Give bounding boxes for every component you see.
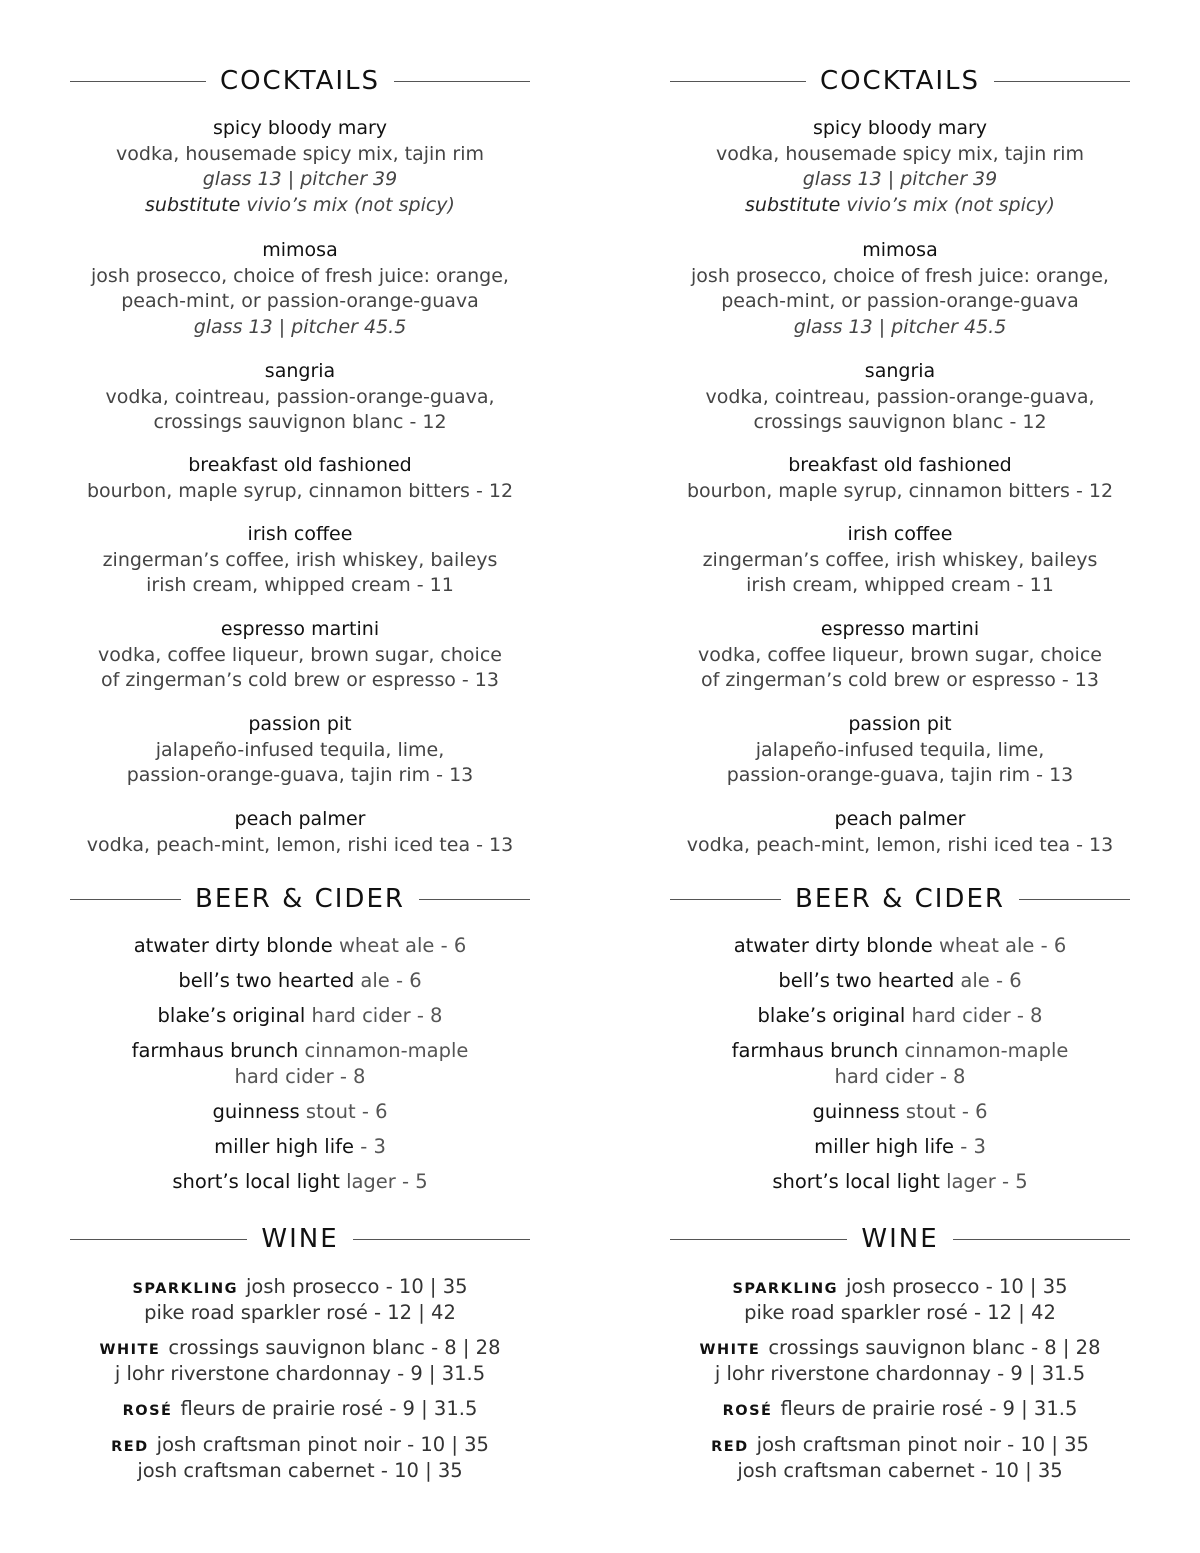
item-description: vodka, cointreau, passion-orange-guava, <box>705 385 1095 408</box>
beer-name: short’s local light <box>172 1169 340 1193</box>
beer-description: - 3 <box>960 1134 986 1158</box>
beer-item <box>670 1099 1130 1125</box>
beer-item <box>670 933 1130 959</box>
beer-description: stout - 6 <box>905 1099 988 1123</box>
beer-name: short’s local light <box>772 1169 940 1193</box>
wine-line <box>70 1335 530 1361</box>
wine-group-white <box>70 1335 530 1386</box>
wine-item: fleurs de prairie rosé - 9 | 31.5 <box>180 1397 478 1420</box>
section-title: WINE <box>261 1224 339 1254</box>
wine-group-red <box>670 1432 1130 1483</box>
divider <box>670 81 806 82</box>
section-title: COCKTAILS <box>819 66 981 96</box>
beer-description: stout - 6 <box>305 1099 388 1123</box>
beer-item <box>70 1099 530 1125</box>
beer-item <box>670 1038 1130 1089</box>
wine-line <box>670 1396 1130 1422</box>
divider <box>70 899 181 900</box>
beer-description: wheat ale - 6 <box>938 934 1067 957</box>
beer-name: atwater dirty blonde <box>733 934 933 957</box>
wine-group-red <box>70 1432 530 1483</box>
wine-category: SPARKLING <box>132 1281 238 1297</box>
substitute-text: vivio’s mix (not spicy) <box>246 193 455 216</box>
item-name: passion pit <box>248 713 352 735</box>
section-title: WINE <box>861 1224 939 1254</box>
beer-name: guinness <box>212 1099 300 1123</box>
item-description: of zingerman’s cold brew or espresso - 13 <box>701 669 1099 691</box>
beer-name: farmhaus brunch <box>131 1039 299 1062</box>
item-name: irish coffee <box>247 523 353 545</box>
wine-group-rose <box>70 1396 530 1422</box>
menu-item <box>70 807 530 858</box>
section-title: COCKTAILS <box>219 66 381 96</box>
wine-item: josh craftsman pinot noir - 10 | 35 <box>756 1433 1089 1456</box>
item-description: passion-orange-guava, tajin rim - 13 <box>126 764 474 786</box>
item-description: vodka, coffee liqueur, brown sugar, choice <box>698 643 1102 666</box>
item-name: peach palmer <box>234 808 366 830</box>
item-description: irish cream, whipped cream - 11 <box>146 574 454 596</box>
beer-name: blake’s original <box>157 1004 306 1027</box>
item-description: josh prosecco, choice of fresh juice: orange, <box>691 264 1109 287</box>
menu-item <box>70 453 530 504</box>
wine-item: fleurs de prairie rosé - 9 | 31.5 <box>780 1397 1078 1420</box>
divider <box>994 81 1130 82</box>
divider <box>419 899 530 900</box>
beer-list <box>670 933 1130 1204</box>
beer-description: hard cider - 8 <box>911 1004 1043 1027</box>
item-description: vodka, cointreau, passion-orange-guava, <box>105 385 495 408</box>
menu-item <box>670 116 1130 218</box>
beer-item <box>70 1169 530 1195</box>
wine-line <box>670 1432 1130 1458</box>
item-name: irish coffee <box>847 523 953 545</box>
cocktails-header <box>70 66 530 96</box>
wine-category: SPARKLING <box>732 1281 838 1297</box>
beer-item <box>670 1003 1130 1029</box>
menu-item <box>670 238 1130 340</box>
substitute-text: vivio’s mix (not spicy) <box>846 193 1055 216</box>
beer-item <box>670 968 1130 994</box>
item-description: vodka, housemade spicy mix, tajin rim <box>716 142 1084 165</box>
item-price: glass 13 | pitcher 45.5 <box>793 315 1007 338</box>
wine-item: pike road sparkler rosé - 12 | 42 <box>144 1300 456 1324</box>
substitute-label: substitute <box>745 193 841 216</box>
beer-description: hard cider - 8 <box>834 1064 966 1088</box>
menu-item <box>70 359 530 436</box>
wine-line <box>70 1432 530 1458</box>
item-substitute <box>70 193 530 219</box>
item-name: espresso martini <box>820 618 980 640</box>
wine-item: josh prosecco - 10 | 35 <box>246 1275 468 1298</box>
item-description: vodka, peach-mint, lemon, rishi iced tea - 13 <box>686 833 1114 856</box>
beer-item <box>70 1003 530 1029</box>
item-description: vodka, coffee liqueur, brown sugar, choice <box>98 643 502 666</box>
beer-name: miller high life <box>214 1134 354 1158</box>
beer-name: bell’s two hearted <box>778 969 955 992</box>
item-price: glass 13 | pitcher 39 <box>802 168 998 190</box>
menu-item <box>70 522 530 599</box>
wine-line <box>670 1335 1130 1361</box>
substitute-label: substitute <box>145 193 241 216</box>
wine-item: josh craftsman cabernet - 10 | 35 <box>737 1458 1063 1482</box>
beer-description: wheat ale - 6 <box>338 934 467 957</box>
item-description: crossings sauvignon blanc - 12 <box>153 411 447 433</box>
item-description: peach-mint, or passion-orange-guava <box>721 290 1079 312</box>
wine-category: ROSÉ <box>722 1403 773 1419</box>
item-name: sangria <box>864 360 936 382</box>
wine-header <box>70 1224 530 1254</box>
item-description: jalapeño-infused tequila, lime, <box>755 738 1045 761</box>
wine-item: josh craftsman cabernet - 10 | 35 <box>137 1458 463 1482</box>
item-description: bourbon, maple syrup, cinnamon bitters - 12 <box>86 479 514 502</box>
beer-description: - 3 <box>360 1134 386 1158</box>
item-substitute <box>670 193 1130 219</box>
menu-item <box>670 453 1130 504</box>
item-name: spicy bloody mary <box>812 117 988 139</box>
item-description: jalapeño-infused tequila, lime, <box>155 738 445 761</box>
item-description: vodka, housemade spicy mix, tajin rim <box>116 142 484 165</box>
menu-item <box>670 359 1130 436</box>
beer-item <box>70 1134 530 1160</box>
cocktails-header <box>670 66 1130 96</box>
divider <box>953 1239 1130 1240</box>
divider <box>70 81 206 82</box>
wine-category: WHITE <box>99 1342 161 1358</box>
menu-item <box>70 712 530 789</box>
beer-description: cinnamon-maple <box>904 1039 1069 1062</box>
wine-item: j lohr riverstone chardonnay - 9 | 31.5 <box>114 1361 486 1385</box>
beer-description: ale - 6 <box>960 969 1022 992</box>
wine-line <box>70 1396 530 1422</box>
item-description: vodka, peach-mint, lemon, rishi iced tea - 13 <box>86 833 514 856</box>
item-description: zingerman’s coffee, irish whiskey, baileys <box>702 548 1098 571</box>
divider <box>70 1239 247 1240</box>
item-description: passion-orange-guava, tajin rim - 13 <box>726 764 1074 786</box>
item-description: of zingerman’s cold brew or espresso - 13 <box>101 669 499 691</box>
beer-item <box>670 1169 1130 1195</box>
beer-description: hard cider - 8 <box>311 1004 443 1027</box>
item-description: bourbon, maple syrup, cinnamon bitters - 12 <box>686 479 1114 502</box>
wine-item: j lohr riverstone chardonnay - 9 | 31.5 <box>714 1361 1086 1385</box>
menu-item <box>670 807 1130 858</box>
wine-item: crossings sauvignon blanc - 8 | 28 <box>768 1336 1101 1359</box>
divider <box>353 1239 530 1240</box>
wine-line <box>670 1274 1130 1300</box>
item-name: sangria <box>264 360 336 382</box>
beer-name: blake’s original <box>757 1004 906 1027</box>
item-name: peach palmer <box>834 808 966 830</box>
section-title: BEER & CIDER <box>795 884 1005 914</box>
item-name: espresso martini <box>220 618 380 640</box>
beer-name: guinness <box>812 1099 900 1123</box>
item-name: mimosa <box>262 239 338 261</box>
wine-category: RED <box>111 1439 149 1455</box>
divider <box>394 81 530 82</box>
wine-item: crossings sauvignon blanc - 8 | 28 <box>168 1336 501 1359</box>
item-price: glass 13 | pitcher 45.5 <box>193 315 407 338</box>
item-name: spicy bloody mary <box>212 117 388 139</box>
beer-name: miller high life <box>814 1134 954 1158</box>
wine-category: RED <box>711 1439 749 1455</box>
wine-category: ROSÉ <box>122 1403 173 1419</box>
beer-list <box>70 933 530 1204</box>
menu-item <box>670 617 1130 694</box>
item-description: zingerman’s coffee, irish whiskey, baileys <box>102 548 498 571</box>
beer-description: cinnamon-maple <box>304 1039 469 1062</box>
wine-header <box>670 1224 1130 1254</box>
wine-group-sparkling <box>70 1274 530 1325</box>
item-description: peach-mint, or passion-orange-guava <box>121 290 479 312</box>
menu-item <box>670 712 1130 789</box>
beer-cider-header <box>670 884 1130 914</box>
divider <box>670 899 781 900</box>
item-name: breakfast old fashioned <box>188 454 412 476</box>
beer-description: hard cider - 8 <box>234 1064 366 1088</box>
wine-line <box>70 1274 530 1300</box>
wine-group-rose <box>670 1396 1130 1422</box>
beer-item <box>70 968 530 994</box>
menu-item <box>670 522 1130 599</box>
item-description: irish cream, whipped cream - 11 <box>746 574 1054 596</box>
item-name: breakfast old fashioned <box>788 454 1012 476</box>
beer-name: atwater dirty blonde <box>133 934 333 957</box>
item-description: crossings sauvignon blanc - 12 <box>753 411 1047 433</box>
section-title: BEER & CIDER <box>195 884 405 914</box>
beer-description: ale - 6 <box>360 969 422 992</box>
item-name: mimosa <box>862 239 938 261</box>
item-name: passion pit <box>848 713 952 735</box>
beer-description: lager - 5 <box>346 1169 428 1193</box>
menu-item <box>70 238 530 340</box>
wine-group-white <box>670 1335 1130 1386</box>
item-description: josh prosecco, choice of fresh juice: orange, <box>91 264 509 287</box>
beer-name: farmhaus brunch <box>731 1039 899 1062</box>
wine-item: josh craftsman pinot noir - 10 | 35 <box>156 1433 489 1456</box>
beer-description: lager - 5 <box>946 1169 1028 1193</box>
beer-item <box>70 933 530 959</box>
wine-item: josh prosecco - 10 | 35 <box>846 1275 1068 1298</box>
wine-group-sparkling <box>670 1274 1130 1325</box>
beer-item <box>670 1134 1130 1160</box>
menu-item <box>70 617 530 694</box>
beer-name: bell’s two hearted <box>178 969 355 992</box>
wine-item: pike road sparkler rosé - 12 | 42 <box>744 1300 1056 1324</box>
divider <box>670 1239 847 1240</box>
beer-item <box>70 1038 530 1089</box>
wine-category: WHITE <box>699 1342 761 1358</box>
beer-cider-header <box>70 884 530 914</box>
item-price: glass 13 | pitcher 39 <box>202 168 398 190</box>
divider <box>1019 899 1130 900</box>
menu-item <box>70 116 530 218</box>
